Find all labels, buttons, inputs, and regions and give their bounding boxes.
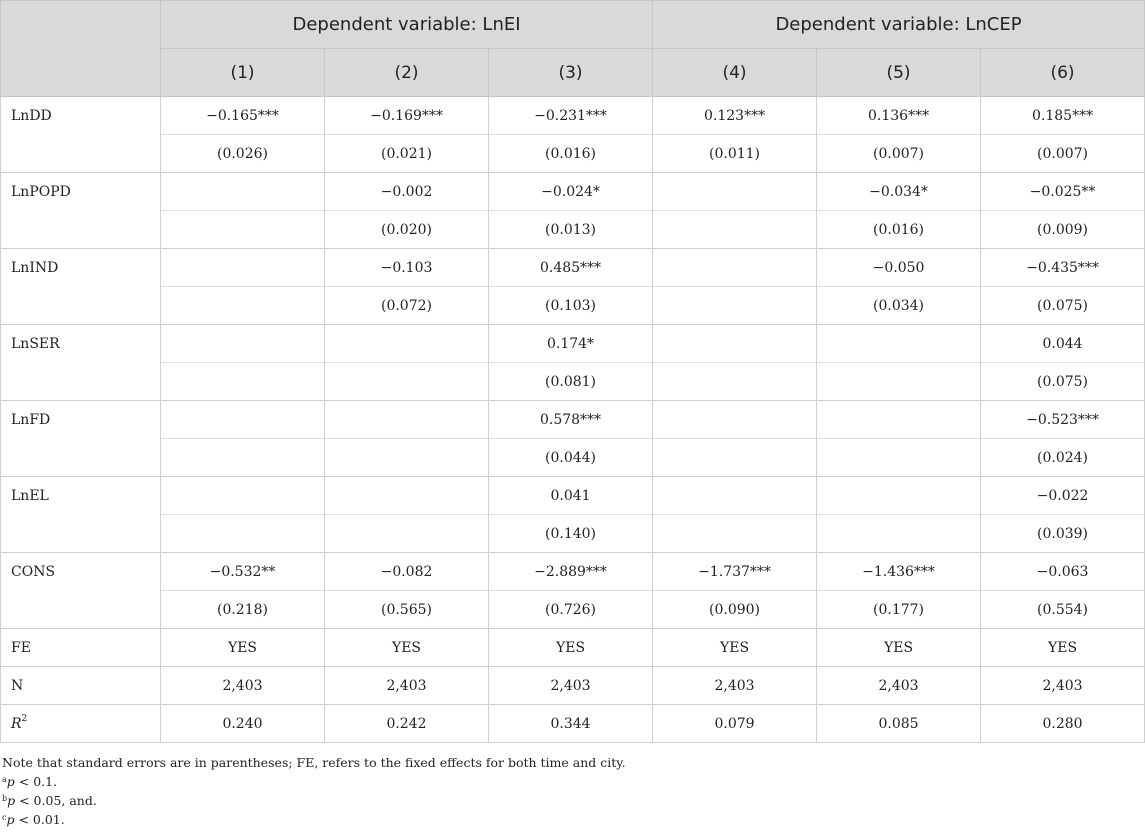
stat-cell: YES (325, 629, 489, 667)
row-label: LnSER (1, 325, 161, 401)
coef-cell: −2.889*** (489, 553, 653, 591)
stat-cell: YES (161, 629, 325, 667)
table-notes (2, 753, 1145, 829)
table-row (1, 667, 1145, 705)
stat-cell: 0.079 (653, 705, 817, 743)
row-label: N (1, 667, 161, 705)
table-row (1, 515, 1145, 553)
row-label: FE (1, 629, 161, 667)
coef-cell: 0.123*** (653, 97, 817, 135)
footnote-c: $^c$p < 0.01. (2, 812, 65, 827)
se-cell (161, 515, 325, 553)
stat-cell: 2,403 (981, 667, 1145, 705)
table-row (1, 591, 1145, 629)
se-cell: (0.039) (981, 515, 1145, 553)
se-cell: (0.016) (489, 135, 653, 173)
se-cell (817, 515, 981, 553)
coef-cell (817, 401, 981, 439)
coef-cell (653, 325, 817, 363)
se-cell: (0.554) (981, 591, 1145, 629)
se-cell (161, 439, 325, 477)
stat-cell: 2,403 (161, 667, 325, 705)
coef-cell: −0.523*** (981, 401, 1145, 439)
coef-cell: −0.024* (489, 173, 653, 211)
se-cell: (0.072) (325, 287, 489, 325)
se-cell (161, 363, 325, 401)
se-cell: (0.024) (981, 439, 1145, 477)
footnote-b: $^b$p < 0.05, and. (2, 793, 97, 808)
se-cell: (0.075) (981, 363, 1145, 401)
se-cell: (0.034) (817, 287, 981, 325)
se-cell: (0.021) (325, 135, 489, 173)
column-header: (2) (325, 49, 489, 97)
stat-cell: YES (817, 629, 981, 667)
se-cell (325, 515, 489, 553)
coef-cell (653, 401, 817, 439)
se-cell: (0.177) (817, 591, 981, 629)
se-cell: (0.726) (489, 591, 653, 629)
stat-cell: 2,403 (817, 667, 981, 705)
coef-cell (161, 401, 325, 439)
coef-cell: −1.737*** (653, 553, 817, 591)
stat-cell: 0.242 (325, 705, 489, 743)
se-cell (653, 515, 817, 553)
se-cell (161, 211, 325, 249)
stat-cell: YES (489, 629, 653, 667)
coef-cell: −0.082 (325, 553, 489, 591)
se-cell: (0.140) (489, 515, 653, 553)
coef-cell (161, 173, 325, 211)
se-cell: (0.565) (325, 591, 489, 629)
coef-cell: −0.435*** (981, 249, 1145, 287)
coef-cell: −1.436*** (817, 553, 981, 591)
coef-cell: 0.041 (489, 477, 653, 515)
table-row (1, 211, 1145, 249)
note-main: Note that standard errors are in parentheses; FE, refers to the fixed effects for both time and city. (2, 755, 626, 770)
se-cell (161, 287, 325, 325)
se-cell: (0.044) (489, 439, 653, 477)
row-label-r2: $R^2$ (1, 705, 161, 743)
footnote-a: $^a$p < 0.1. (2, 774, 58, 789)
coef-cell: −0.165*** (161, 97, 325, 135)
table-row (1, 629, 1145, 667)
coef-cell (161, 249, 325, 287)
column-header: (3) (489, 49, 653, 97)
se-cell (817, 439, 981, 477)
row-label: LnDD (1, 97, 161, 173)
table-row (1, 477, 1145, 515)
coef-cell (653, 249, 817, 287)
coef-cell: −0.002 (325, 173, 489, 211)
se-cell: (0.009) (981, 211, 1145, 249)
coef-cell (161, 477, 325, 515)
coef-cell (653, 173, 817, 211)
coef-cell (325, 401, 489, 439)
table-row (1, 249, 1145, 287)
se-cell: (0.075) (981, 287, 1145, 325)
se-cell: (0.007) (817, 135, 981, 173)
row-label: LnIND (1, 249, 161, 325)
coef-cell (325, 325, 489, 363)
coef-cell: −0.532** (161, 553, 325, 591)
header-group-lncep: Dependent variable: LnCEP (653, 1, 1145, 49)
coef-cell: 0.185*** (981, 97, 1145, 135)
row-label: CONS (1, 553, 161, 629)
se-cell: (0.026) (161, 135, 325, 173)
stat-cell: 2,403 (653, 667, 817, 705)
header-group-lnei: Dependent variable: LnEI (161, 1, 653, 49)
column-header: (6) (981, 49, 1145, 97)
stat-cell: 2,403 (489, 667, 653, 705)
stat-cell: 2,403 (325, 667, 489, 705)
coef-cell: −0.169*** (325, 97, 489, 135)
se-cell: (0.081) (489, 363, 653, 401)
table-row (1, 705, 1145, 743)
table-row (1, 439, 1145, 477)
se-cell: (0.011) (653, 135, 817, 173)
coef-cell: 0.044 (981, 325, 1145, 363)
se-cell (653, 363, 817, 401)
se-cell: (0.090) (653, 591, 817, 629)
column-header: (4) (653, 49, 817, 97)
coef-cell: 0.485*** (489, 249, 653, 287)
row-label: LnPOPD (1, 173, 161, 249)
table-row (1, 325, 1145, 363)
column-header: (1) (161, 49, 325, 97)
row-label: LnFD (1, 401, 161, 477)
coef-cell (325, 477, 489, 515)
coef-cell (817, 325, 981, 363)
se-cell: (0.218) (161, 591, 325, 629)
table-row (1, 135, 1145, 173)
coef-cell: −0.025** (981, 173, 1145, 211)
se-cell: (0.020) (325, 211, 489, 249)
table-row (1, 363, 1145, 401)
table-row (1, 401, 1145, 439)
stat-cell: 0.085 (817, 705, 981, 743)
coef-cell (161, 325, 325, 363)
se-cell (817, 363, 981, 401)
coef-cell (653, 477, 817, 515)
se-cell (325, 439, 489, 477)
se-cell: (0.007) (981, 135, 1145, 173)
coef-cell: 0.578*** (489, 401, 653, 439)
column-header: (5) (817, 49, 981, 97)
coef-cell: −0.050 (817, 249, 981, 287)
coef-cell: 0.136*** (817, 97, 981, 135)
coef-cell: −0.063 (981, 553, 1145, 591)
table-row (1, 173, 1145, 211)
se-cell (653, 439, 817, 477)
se-cell: (0.013) (489, 211, 653, 249)
se-cell (653, 287, 817, 325)
row-label: LnEL (1, 477, 161, 553)
stat-cell: 0.344 (489, 705, 653, 743)
table-row (1, 287, 1145, 325)
stat-cell: 0.240 (161, 705, 325, 743)
stat-cell: YES (653, 629, 817, 667)
coef-cell: −0.022 (981, 477, 1145, 515)
se-cell (653, 211, 817, 249)
se-cell (325, 363, 489, 401)
table-row (1, 97, 1145, 135)
coef-cell (817, 477, 981, 515)
stat-cell: YES (981, 629, 1145, 667)
stat-cell: 0.280 (981, 705, 1145, 743)
coef-cell: −0.103 (325, 249, 489, 287)
se-cell: (0.016) (817, 211, 981, 249)
table-row (1, 553, 1145, 591)
coef-cell: 0.174* (489, 325, 653, 363)
se-cell: (0.103) (489, 287, 653, 325)
coef-cell: −0.034* (817, 173, 981, 211)
header-corner (1, 1, 161, 97)
coef-cell: −0.231*** (489, 97, 653, 135)
